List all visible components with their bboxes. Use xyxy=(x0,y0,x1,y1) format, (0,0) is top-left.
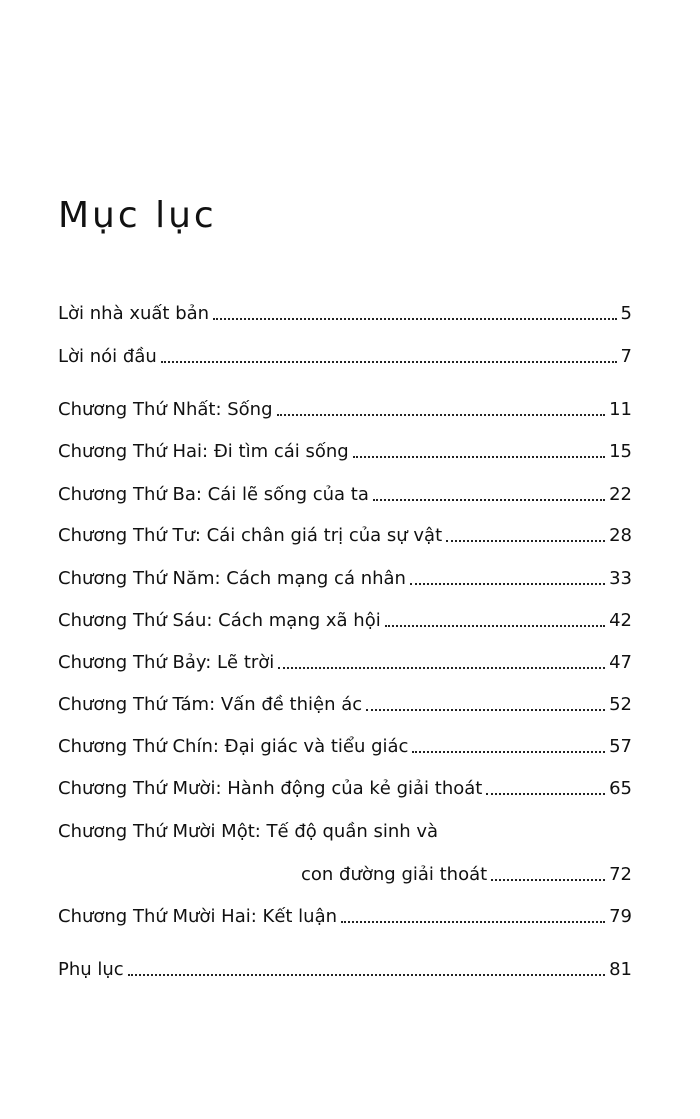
toc-entry-page: 65 xyxy=(609,778,632,799)
toc-entry-page: 81 xyxy=(609,959,632,980)
toc-entry-chapter-4[interactable] xyxy=(58,518,632,548)
toc-entry-chapter-7[interactable] xyxy=(58,645,632,675)
toc-entry-label: Chương Thứ Năm: Cách mạng cá nhân xyxy=(58,568,406,589)
dot-leader xyxy=(373,498,605,501)
toc-entry-foreword[interactable] xyxy=(58,339,632,369)
dot-leader xyxy=(491,878,605,881)
dot-leader xyxy=(213,317,616,320)
toc-entry-chapter-1[interactable] xyxy=(58,392,632,422)
toc-entry-chapter-10[interactable] xyxy=(58,771,632,801)
toc-entry-appendix[interactable] xyxy=(58,952,632,982)
toc-entry-label: Lời nhà xuất bản xyxy=(58,303,210,324)
dot-leader xyxy=(278,666,605,669)
toc-entry-label: Chương Thứ Mười Một: Tế độ quần sinh và xyxy=(58,821,439,842)
toc-entry-chapter-3[interactable] xyxy=(58,477,632,507)
toc-entry-page: 11 xyxy=(609,399,632,420)
dot-leader xyxy=(366,708,605,711)
toc-entry-page: 52 xyxy=(609,694,632,715)
toc-title: Mục lục xyxy=(58,195,217,236)
toc-entry-label: Chương Thứ Ba: Cái lẽ sống của ta xyxy=(58,484,369,505)
toc-entry-label: Phụ lục xyxy=(58,959,124,980)
toc-entry-label: Chương Thứ Hai: Đi tìm cái sống xyxy=(58,441,349,462)
toc-entry-label: Chương Thứ Nhất: Sống xyxy=(58,399,273,420)
toc-entry-page: 33 xyxy=(609,568,632,589)
toc-entry-chapter-8[interactable] xyxy=(58,687,632,717)
toc-entry-page: 28 xyxy=(609,525,632,546)
toc-entry-page: 57 xyxy=(609,736,632,757)
toc-entry-page: 79 xyxy=(609,906,632,927)
toc-entry-label: Chương Thứ Chín: Đại giác và tiểu giác xyxy=(58,736,409,757)
toc-entry-page: 15 xyxy=(609,441,632,462)
dot-leader xyxy=(385,624,605,627)
toc-entry-page: 5 xyxy=(620,303,632,324)
toc-entry-label: Lời nói đầu xyxy=(58,346,157,367)
toc-entry-publisher-note[interactable] xyxy=(58,296,632,326)
toc-entry-label-continuation: con đường giải thoát xyxy=(301,864,488,885)
dot-leader xyxy=(353,455,605,458)
toc-entry-label: Chương Thứ Sáu: Cách mạng xã hội xyxy=(58,610,381,631)
toc-entry-label: Chương Thứ Mười Hai: Kết luận xyxy=(58,906,338,927)
dot-leader xyxy=(410,582,605,585)
toc-entry-chapter-11-continuation[interactable] xyxy=(58,857,632,887)
toc-entry-page: 47 xyxy=(609,652,632,673)
dot-leader xyxy=(161,360,617,363)
toc-entry-chapter-2[interactable] xyxy=(58,434,632,464)
toc-entry-label: Chương Thứ Mười: Hành động của kẻ giải thoát xyxy=(58,778,483,799)
toc-entry-chapter-11[interactable] xyxy=(58,814,632,844)
toc-entry-chapter-6[interactable] xyxy=(58,603,632,633)
dot-leader xyxy=(277,413,606,416)
toc-entry-chapter-12[interactable] xyxy=(58,899,632,929)
dot-leader xyxy=(412,750,605,753)
toc-entry-label: Chương Thứ Bảy: Lẽ trời xyxy=(58,652,275,673)
dot-leader xyxy=(341,920,605,923)
toc-entry-page: 72 xyxy=(609,864,632,885)
toc-entry-page: 42 xyxy=(609,610,632,631)
toc-entry-page: 7 xyxy=(620,346,632,367)
toc-entry-chapter-9[interactable] xyxy=(58,729,632,759)
dot-leader xyxy=(446,539,605,542)
toc-entry-label: Chương Thứ Tư: Cái chân giá trị của sự vật xyxy=(58,525,443,546)
dot-leader xyxy=(486,792,605,795)
toc-entry-chapter-5[interactable] xyxy=(58,561,632,591)
dot-leader xyxy=(128,973,605,976)
toc-entry-label: Chương Thứ Tám: Vấn đề thiện ác xyxy=(58,694,363,715)
toc-entry-page: 22 xyxy=(609,484,632,505)
